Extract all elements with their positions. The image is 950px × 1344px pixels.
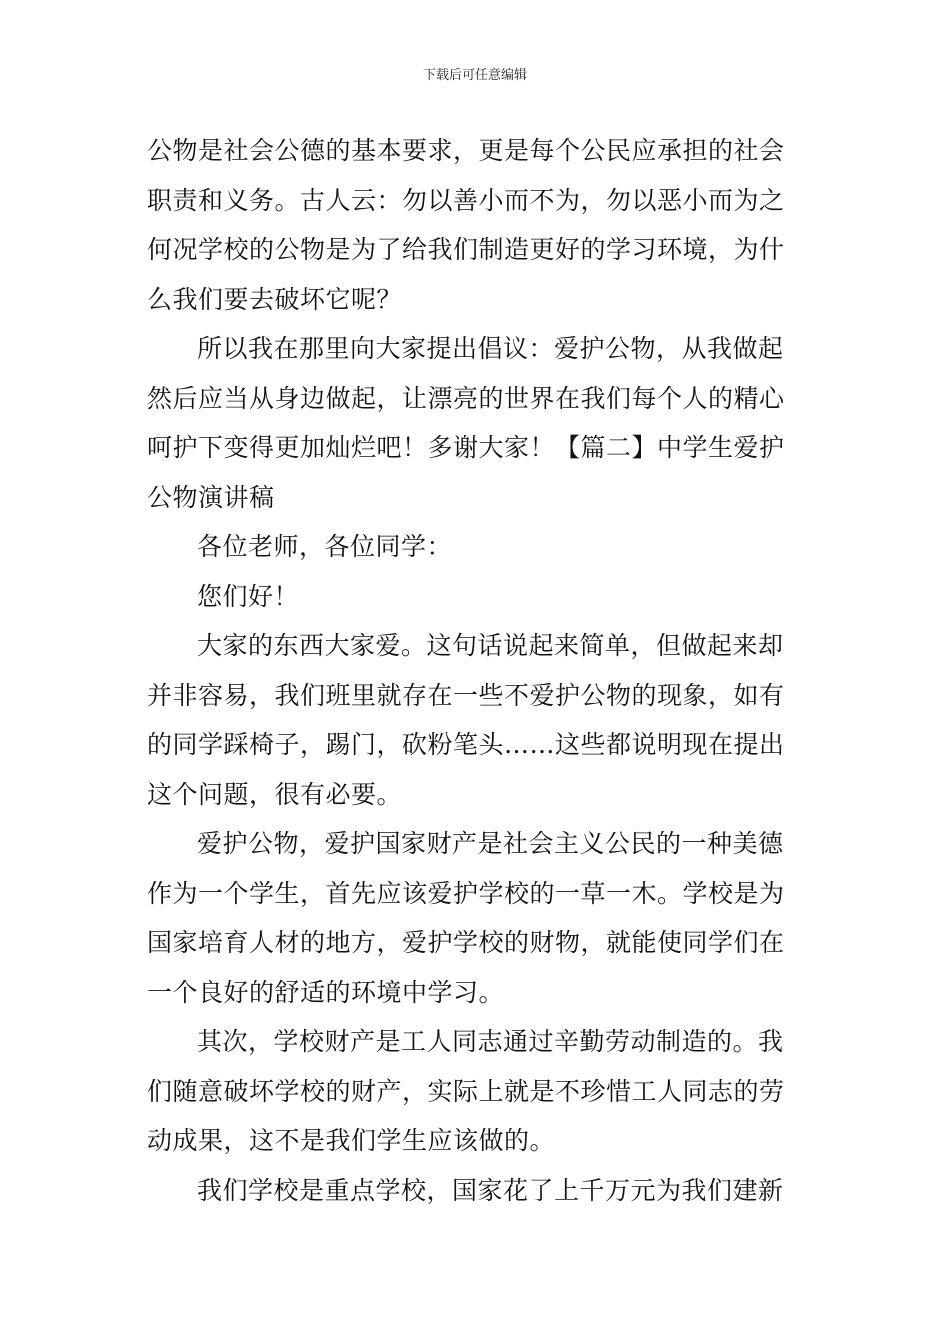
paragraph	[147, 126, 807, 324]
text-line: 动成果，这不是我们学生应该做的。	[147, 1126, 556, 1155]
text-line: 何况学校的公物是为了给我们制造更好的学习环境，为什	[147, 235, 785, 264]
text-line: 我们学校是重点学校，国家花了上千万元为我们建新	[197, 1175, 784, 1205]
text-line: 所以我在那里向大家提出倡议：爱护公物，从我做起	[197, 334, 784, 363]
paragraph	[147, 522, 807, 572]
paragraph	[147, 324, 807, 522]
text-line: 大家的东西大家爱。这句话说起来简单，但做起来却	[197, 631, 784, 660]
text-line: 您们好！	[197, 581, 300, 611]
text-line: 国家培育人材的地方，爱护学校的财物，就能使同学们在	[147, 928, 785, 957]
paragraph	[147, 621, 807, 819]
paragraph	[147, 572, 807, 622]
text-line: 并非容易，我们班里就存在一些不爱护公物的现象，如有	[147, 680, 785, 710]
text-line: 各位老师，各位同学：	[197, 532, 453, 561]
text-line: 的同学踩椅子，踢门，砍粉笔头……这些都说明现在提出	[147, 730, 785, 759]
text-line: 其次，学校财产是工人同志通过辛勤劳动制造的。我	[197, 1027, 784, 1056]
text-line: 职责和义务。古人云：勿以善小而不为，勿以恶小而为之	[147, 185, 785, 215]
text-line: 一个良好的舒适的环境中学习。	[147, 977, 505, 1007]
text-line: 们随意破坏学校的财产，实际上就是不珍惜工人同志的劳	[147, 1076, 785, 1106]
page-header: 下载后可任意编辑	[422, 68, 527, 83]
text-line: 爱护公物，爱护国家财产是社会主义公民的一种美德	[197, 829, 784, 858]
paragraph	[147, 1166, 807, 1216]
document-body	[147, 126, 807, 1215]
text-line: 作为一个学生，首先应该爱护学校的一草一木。学校是为	[147, 878, 785, 908]
text-line: 公物演讲稿	[147, 482, 275, 512]
text-line: 公物是社会公德的基本要求，更是每个公民应承担的社会	[147, 136, 785, 165]
paragraph	[147, 1017, 807, 1166]
paragraph	[147, 819, 807, 1017]
text-line: 这个问题，很有必要。	[147, 779, 403, 809]
text-line: 么我们要去破坏它呢？	[147, 284, 403, 314]
text-line: 然后应当从身边做起，让漂亮的世界在我们每个人的精心	[147, 383, 785, 413]
text-line: 呵护下变得更加灿烂吧！多谢大家！【篇二】中学生爱护	[147, 433, 785, 462]
